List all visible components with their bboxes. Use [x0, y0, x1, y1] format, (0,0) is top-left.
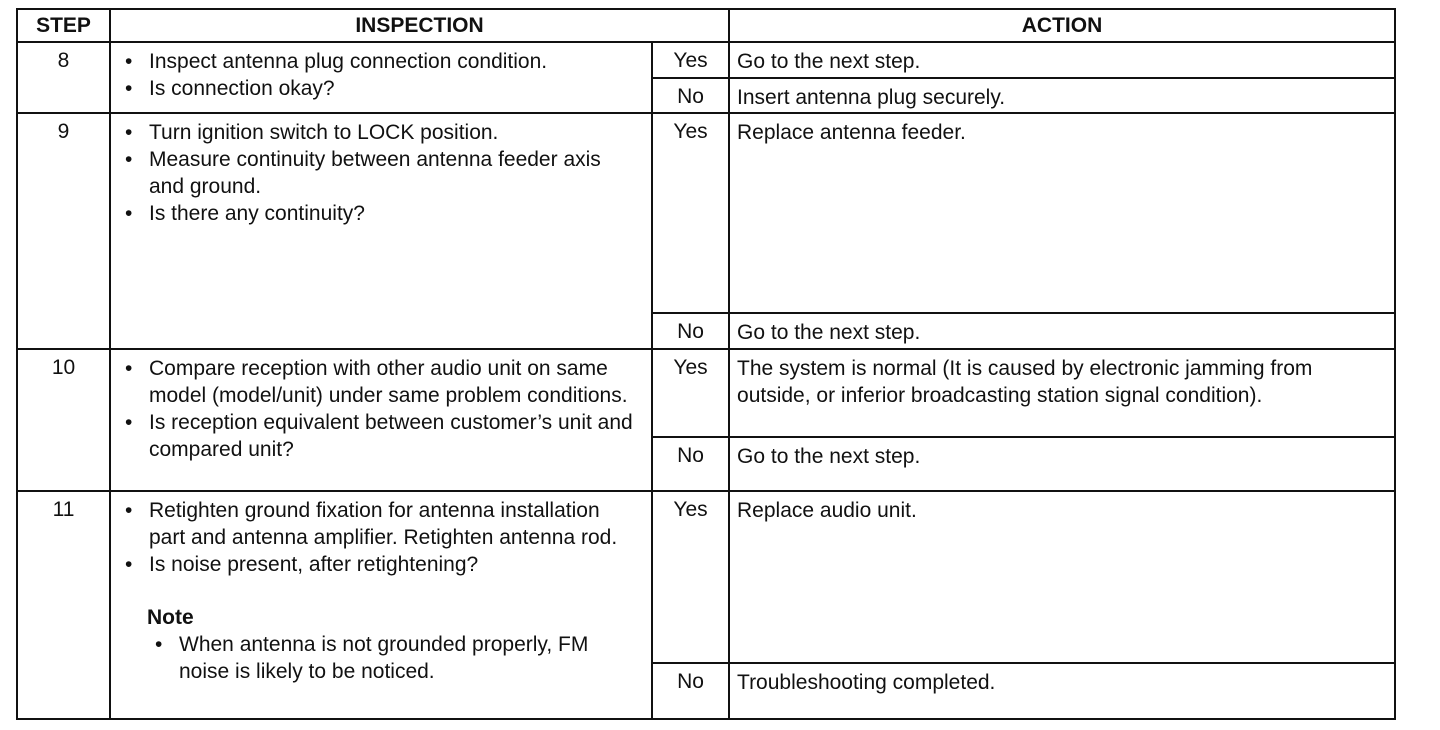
- header-action: ACTION: [729, 9, 1395, 42]
- no-action: Go to the next step.: [729, 313, 1395, 349]
- inspection-item: • Turn ignition switch to LOCK position.: [149, 119, 641, 146]
- table-row: [17, 113, 1395, 313]
- table-row: [17, 42, 1395, 78]
- no-label: No: [652, 437, 729, 491]
- step-number: 10: [17, 349, 110, 491]
- yes-label: Yes: [652, 491, 729, 663]
- inspection-cell: [110, 42, 652, 113]
- inspection-item: • Is noise present, after retightening?: [149, 551, 641, 578]
- no-label: No: [652, 663, 729, 719]
- no-label: No: [652, 78, 729, 113]
- inspection-cell: [110, 491, 652, 719]
- inspection-cell: [110, 349, 652, 491]
- inspection-item: • Is connection okay?: [149, 75, 641, 102]
- inspection-item: • Retighten ground fixation for antenna installation part and antenna amplifier. Retighten antenna rod.: [149, 497, 641, 551]
- note-item: • When antenna is not grounded properly, FM noise is likely to be noticed.: [179, 631, 641, 685]
- troubleshooting-table: [16, 8, 1396, 720]
- inspection-item: • Compare reception with other audio unit on same model (model/unit) under same problem conditions.: [149, 355, 641, 409]
- inspection-cell: [110, 113, 652, 349]
- header-row: [17, 9, 1395, 42]
- yes-label: Yes: [652, 349, 729, 437]
- step-number: 11: [17, 491, 110, 719]
- header-step: STEP: [17, 9, 110, 42]
- inspection-item: • Is there any continuity?: [149, 200, 641, 227]
- no-action: Insert antenna plug securely.: [729, 78, 1395, 113]
- yes-action: Replace antenna feeder.: [729, 113, 1395, 313]
- inspection-item: • Is reception equivalent between customer’s unit and compared unit?: [149, 409, 641, 463]
- table-row: [17, 349, 1395, 437]
- no-label: No: [652, 313, 729, 349]
- step-number: 8: [17, 42, 110, 113]
- inspection-item: • Measure continuity between antenna feeder axis and ground.: [149, 146, 641, 200]
- table-row: [17, 491, 1395, 663]
- yes-action: Replace audio unit.: [729, 491, 1395, 663]
- note-title: Note: [147, 606, 194, 629]
- yes-label: Yes: [652, 42, 729, 78]
- no-action: Go to the next step.: [729, 437, 1395, 491]
- no-action: Troubleshooting completed.: [729, 663, 1395, 719]
- header-inspection: INSPECTION: [110, 9, 729, 42]
- inspection-item: • Inspect antenna plug connection condition.: [149, 48, 641, 75]
- yes-action: The system is normal (It is caused by electronic jamming from outside, or inferior broadcasting station signal condition).: [729, 349, 1395, 437]
- step-number: 9: [17, 113, 110, 349]
- yes-label: Yes: [652, 113, 729, 313]
- yes-action: Go to the next step.: [729, 42, 1395, 78]
